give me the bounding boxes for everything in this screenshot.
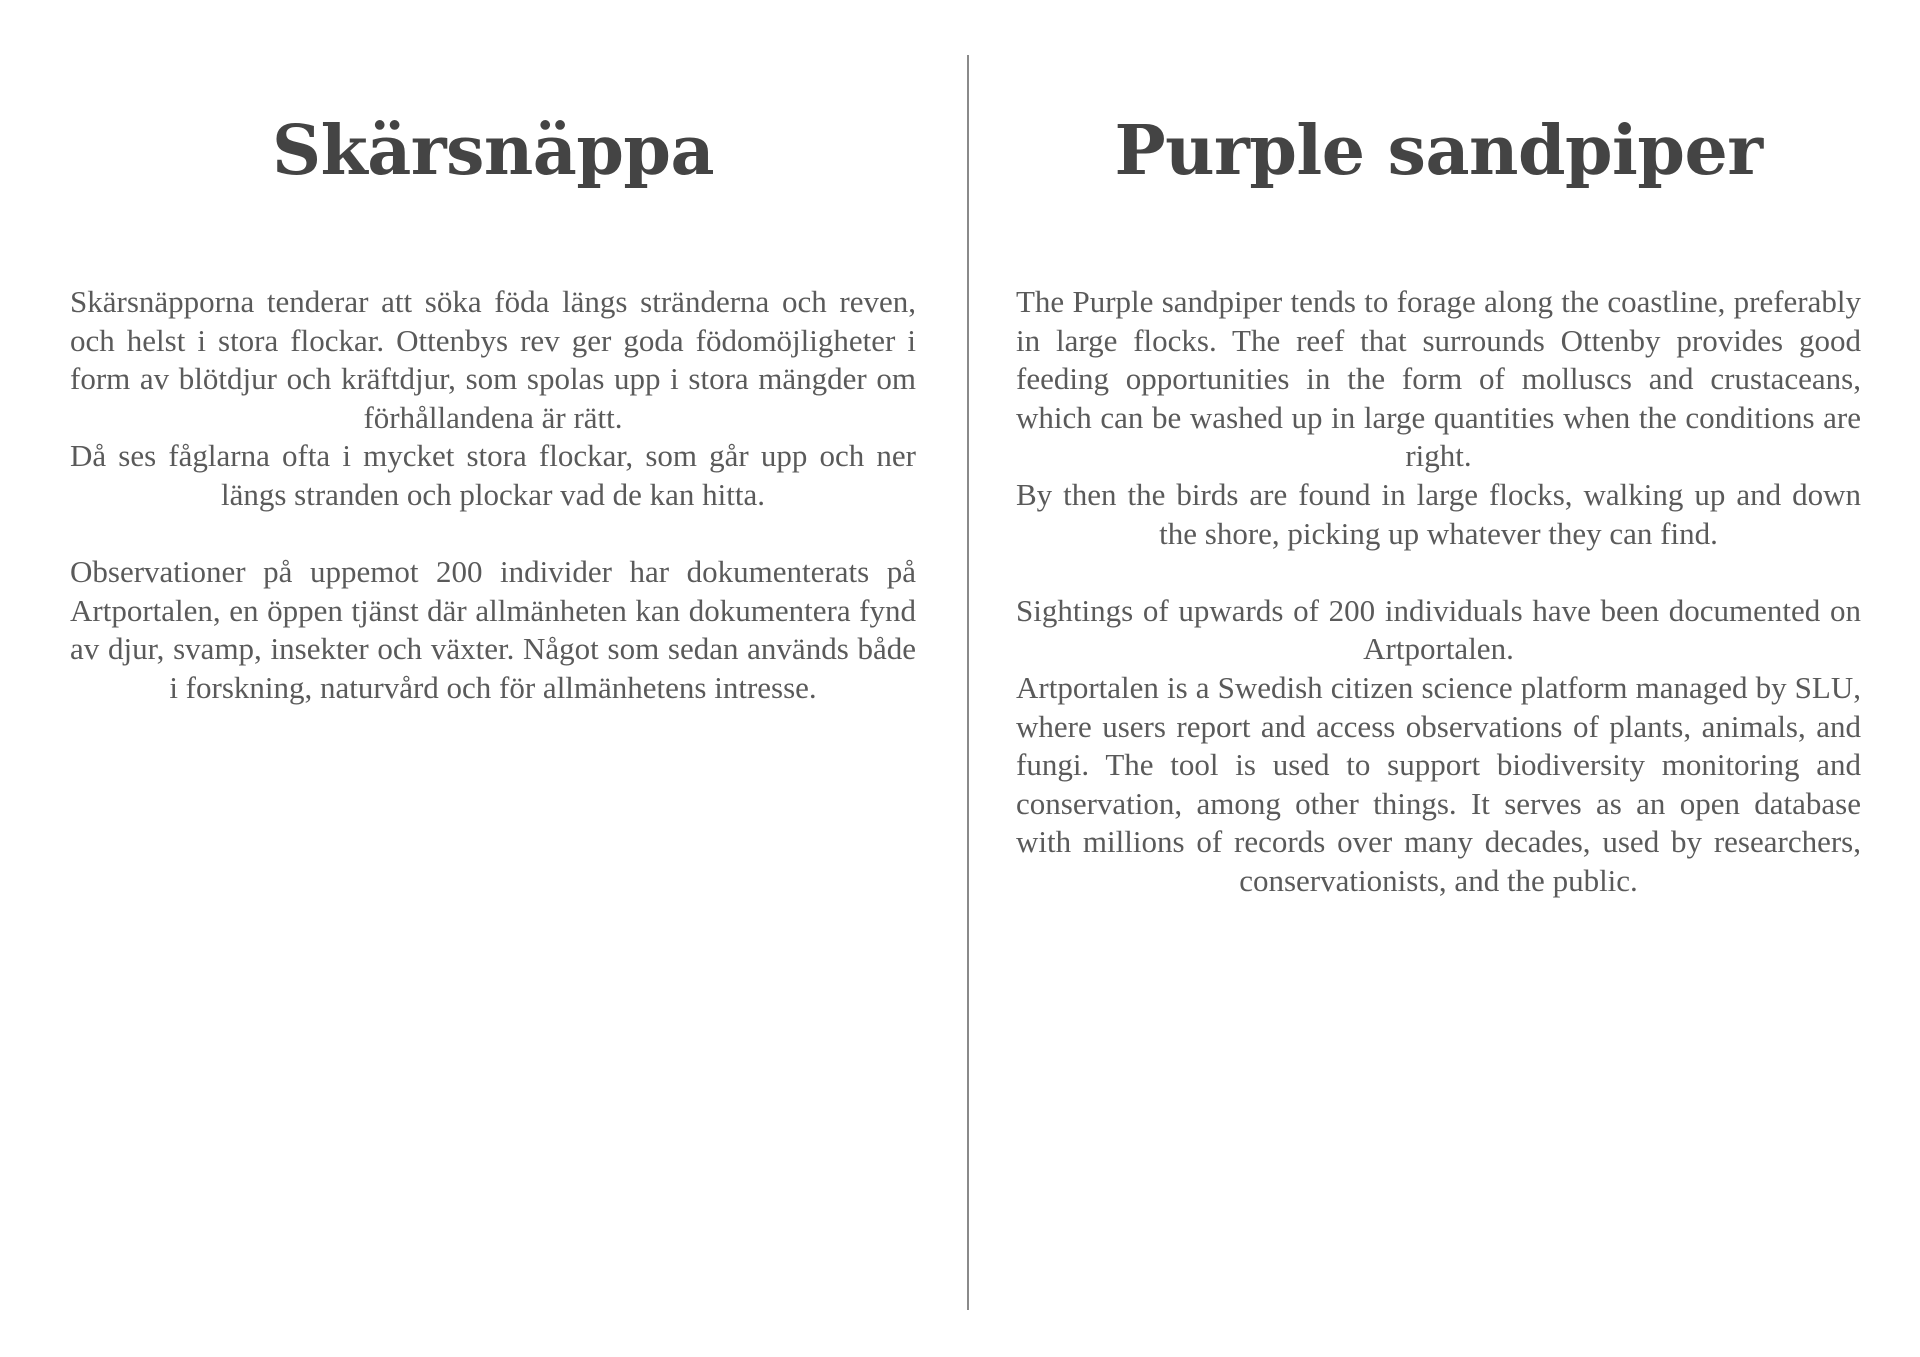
english-title: Purple sandpiper (1114, 111, 1763, 191)
swedish-title: Skärsnäppa (271, 111, 715, 191)
swedish-paragraph-3: Observationer på uppemot 200 individer har dokumenterats på Artportalen, en öppen tjänst där allmänheten kan dokumentera fynd av djur, svamp, insekter och växter. Något som sedan används både i forskning, naturvård och för allmänhetens intresse. (70, 554, 916, 705)
english-paragraph-1: The Purple sandpiper tends to forage along the coastline, preferably in large flocks. The reef that surrounds Ottenby provides good feeding opportunities in the form of molluscs and crustaceans, which can be washed up in large quantities when the conditions are right. (1016, 284, 1861, 474)
english-paragraph-4: Artportalen is a Swedish citizen science platform managed by SLU, where users report and access observations of plants, animals, and fungi. The tool is used to support biodiversity monitoring and conservation, among other things. It serves as an open database with millions of records over many decades, used by researchers, conservationists, and the public. (1016, 669, 1861, 898)
paragraph-spacer (1016, 553, 1861, 592)
swedish-paragraph-1: Skärsnäpporna tenderar att söka föda längs stränderna och reven, och helst i stora flockar. Ottenbys rev ger goda födomöjligheter i form av blötdjur och kräftdjur, som spolas upp i stora mängder om förhållandena är rätt. (70, 284, 916, 435)
paragraph-spacer (70, 515, 916, 554)
column-divider (967, 55, 969, 1310)
swedish-paragraph-2: Då ses fåglarna ofta i mycket stora flockar, som går upp och ner längs stranden och plockar vad de kan hitta. (70, 438, 916, 512)
swedish-body (70, 283, 916, 708)
english-body (1016, 283, 1861, 901)
english-paragraph-3: Sightings of upwards of 200 individuals have been documented on Artportalen. (1016, 592, 1861, 667)
english-paragraph-2: By then the birds are found in large flocks, walking up and down the shore, picking up whatever they can find. (1016, 476, 1861, 551)
